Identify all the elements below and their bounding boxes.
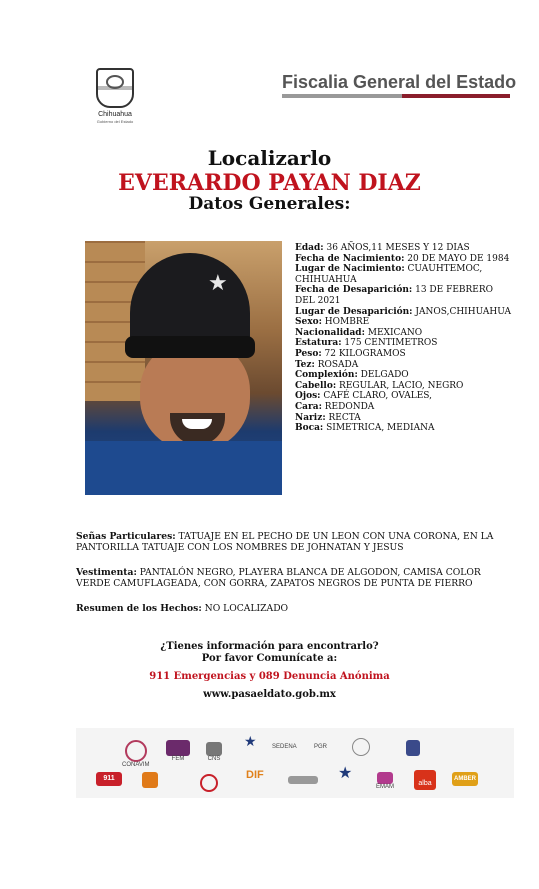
- partner-logo-emam: EMAM: [376, 772, 394, 791]
- partner-logo-orange: [142, 772, 158, 788]
- detail-row: [295, 370, 515, 381]
- partner-logo-cns: CNS: [206, 742, 222, 763]
- senas-particulares: [76, 531, 516, 553]
- partner-logos-strip: [76, 728, 514, 798]
- detail-value: 13 DE FEBRERO DEL 2021: [295, 285, 493, 306]
- detail-label: Fecha de Nacimiento:: [295, 253, 405, 264]
- detail-row: [295, 264, 515, 285]
- page-title: Localizarlo: [207, 146, 332, 170]
- detail-value: RECTA: [325, 412, 361, 423]
- person-photo: ★: [85, 241, 282, 495]
- logo-subtext: Gobierno del Estado: [96, 119, 134, 124]
- detail-row: [295, 423, 515, 434]
- resumen-label: Resumen de los Hechos:: [76, 603, 202, 614]
- detail-row: [295, 391, 515, 402]
- header-divider: [282, 94, 510, 98]
- detail-value: HOMBRE: [321, 317, 370, 328]
- contact-question: ¿Tienes información para encontrarlo?: [160, 641, 379, 652]
- chihuahua-logo: [90, 68, 140, 124]
- detail-label: Cara:: [295, 401, 322, 412]
- star-badge-icon-2: ★: [338, 765, 353, 782]
- detail-row: [295, 243, 515, 254]
- partner-logo-sedena: SEDENA: [272, 744, 297, 750]
- partner-logo-conavim: CONAVIM: [122, 740, 150, 769]
- detail-value: DELGADO: [357, 370, 409, 381]
- detail-label: Complexión:: [295, 370, 358, 381]
- detail-label: Sexo:: [295, 317, 322, 328]
- detail-value: 175 CENTIMETROS: [341, 338, 438, 349]
- partner-logo-circle: [200, 774, 218, 792]
- detail-value: MEXICANO: [364, 327, 423, 338]
- detail-label: Ojos:: [295, 391, 321, 402]
- detail-row: [295, 254, 515, 265]
- star-badge-icon: ★: [244, 733, 257, 749]
- detail-row: [295, 328, 515, 339]
- detail-label: Estatura:: [295, 338, 342, 349]
- detail-row: [295, 307, 515, 318]
- emblem-icon: [406, 740, 420, 756]
- senas-label: Señas Particulares:: [76, 531, 176, 542]
- detail-label: Boca:: [295, 423, 324, 434]
- senas-value: TATUAJE EN EL PECHO DE UN LEON CON UNA CORONA, EN LA PANTORILLA TATUAJE CON LOS NOMBRES DE JOHNATAN Y JESUS: [76, 531, 494, 553]
- detail-label: Lugar de Nacimiento:: [295, 264, 405, 275]
- detail-row: [295, 381, 515, 392]
- detail-value: 36 AÑOS,11 MESES Y 12 DIAS: [323, 243, 470, 253]
- partner-logo-dif: DIF: [246, 769, 264, 781]
- detail-value: CAFÉ CLARO, OVALES,: [320, 391, 432, 402]
- details-list: [295, 243, 515, 434]
- partner-logo-gov: [288, 776, 318, 784]
- seal-icon: [352, 738, 370, 756]
- detail-row: [295, 402, 515, 413]
- detail-row: [295, 360, 515, 371]
- detail-row: [295, 338, 515, 349]
- shield-icon: [96, 68, 134, 108]
- emergency-numbers: 911 Emergencias y 089 Denuncia Anónima: [149, 671, 390, 682]
- person-name: EVERARDO PAYAN DIAZ: [118, 170, 421, 196]
- vestimenta-label: Vestimenta:: [76, 567, 137, 578]
- detail-label: Cabello:: [295, 380, 337, 391]
- logo-text: Chihuahua: [98, 111, 132, 118]
- detail-label: Fecha de Desaparición:: [295, 285, 413, 296]
- detail-label: Peso:: [295, 348, 322, 359]
- partner-logo-alba: alba: [414, 770, 436, 790]
- detail-label: Lugar de Desaparición:: [295, 306, 413, 317]
- website-link[interactable]: www.pasaeldato.gob.mx: [203, 689, 336, 700]
- partner-logo-amber: AMBER: [452, 772, 478, 786]
- detail-value: SIMETRICA, MEDIANA: [323, 423, 435, 434]
- vestimenta: [76, 567, 516, 589]
- detail-value: REGULAR, LACIO, NEGRO: [336, 380, 464, 391]
- detail-label: Tez:: [295, 359, 315, 370]
- detail-value: 20 DE MAYO DE 1984: [404, 253, 510, 264]
- detail-value: JANOS,CHIHUAHUA: [412, 306, 512, 317]
- detail-label: Edad:: [295, 243, 324, 253]
- partner-logo-pgr: PGR: [314, 744, 328, 750]
- detail-label: Nacionalidad:: [295, 327, 365, 338]
- agency-name: Fiscalia General del Estado: [282, 72, 517, 92]
- detail-value: CUAUHTEMOC, CHIHUAHUA: [295, 264, 483, 285]
- detail-row: [295, 413, 515, 424]
- detail-row: [295, 317, 515, 328]
- vestimenta-value: PANTALÓN NEGRO, PLAYERA BLANCA DE ALGODON, CAMISA COLOR VERDE CAMUFLAGEADA, CON GORRA, ZAPATOS NEGROS DE PUNTA DE FIERRO: [76, 567, 481, 589]
- detail-row: [295, 349, 515, 360]
- detail-value: REDONDA: [321, 401, 375, 412]
- contact-request: Por favor Comunícate a:: [201, 653, 338, 664]
- detail-value: 72 KILOGRAMOS: [321, 348, 406, 359]
- detail-value: ROSADA: [314, 359, 359, 370]
- partner-logo-fem: FEM: [166, 740, 190, 763]
- resumen-value: NO LOCALIZADO: [201, 603, 289, 614]
- partner-logo-911: 911: [96, 772, 122, 786]
- detail-label: Nariz:: [295, 412, 326, 423]
- detail-row: [295, 285, 515, 306]
- resumen-hechos: [76, 603, 516, 614]
- section-heading: Datos Generales:: [188, 194, 351, 214]
